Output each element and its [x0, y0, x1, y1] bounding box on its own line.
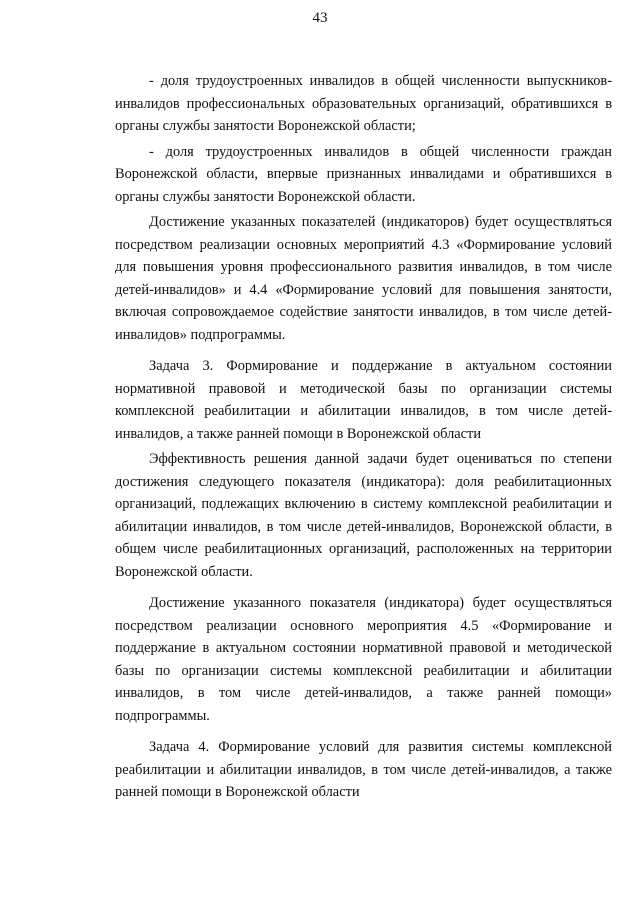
page-number: 43 [312, 10, 328, 26]
paragraph-task-3-efficiency: Эффективность решения данной задачи будет оцениваться по степени достижения следующего показателя (индикатора): доля реабилитационных организаций, подлежащих включению в систему комплексной реабилитации и абилитации инвалидов, в том числе детей-инвалидов, Воронежской области, в общем числе реабилитационных организаций, расположенных на территории Воронежской области. [115, 451, 612, 580]
paragraph-indicators-achievement: Достижение указанных показателей (индикаторов) будет осуществляться посредством реализации основных мероприятий 4.3 «Формирование условий для повышения уровня профессионального развития инвалидов, в том числе детей-инвалидов» и 4.4 «Формирование условий для повышения занятости, включая сопровождаемое содействие занятости инвалидов, в том числе детей-инвалидов» подпрограммы. [115, 214, 612, 343]
paragraph-task-4: Задача 4. Формирование условий для развития системы комплексной реабилитации и абилитации инвалидов, в том числе детей-инвалидов, а также ранней помощи в Воронежской области [115, 739, 612, 800]
paragraph-bullet-graduates: - доля трудоустроенных инвалидов в общей численности выпускников-инвалидов профессиональных образовательных организаций, обратившихся в органы службы занятости Воронежской области; [115, 73, 612, 134]
paragraph-indicator-achievement: Достижение указанного показателя (индикатора) будет осуществляться посредством реализации основного мероприятия 4.5 «Формирование и поддержание в актуальном состоянии нормативной правовой и методической базы по организации системы комплексной реабилитации и абилитации инвалидов, в том числе детей-инвалидов, а также ранней помощи» подпрограммы. [115, 595, 612, 724]
document-body [115, 70, 612, 804]
paragraph-task-3: Задача 3. Формирование и поддержание в актуальном состоянии нормативной правовой и методической базы по организации системы комплексной реабилитации и абилитации инвалидов, в том числе детей-инвалидов, а также ранней помощи в Воронежской области [115, 358, 612, 442]
paragraph-bullet-first-time-disabled: - доля трудоустроенных инвалидов в общей численности граждан Воронежской области, впервые признанных инвалидами и обратившихся в органы службы занятости Воронежской области. [115, 143, 612, 205]
